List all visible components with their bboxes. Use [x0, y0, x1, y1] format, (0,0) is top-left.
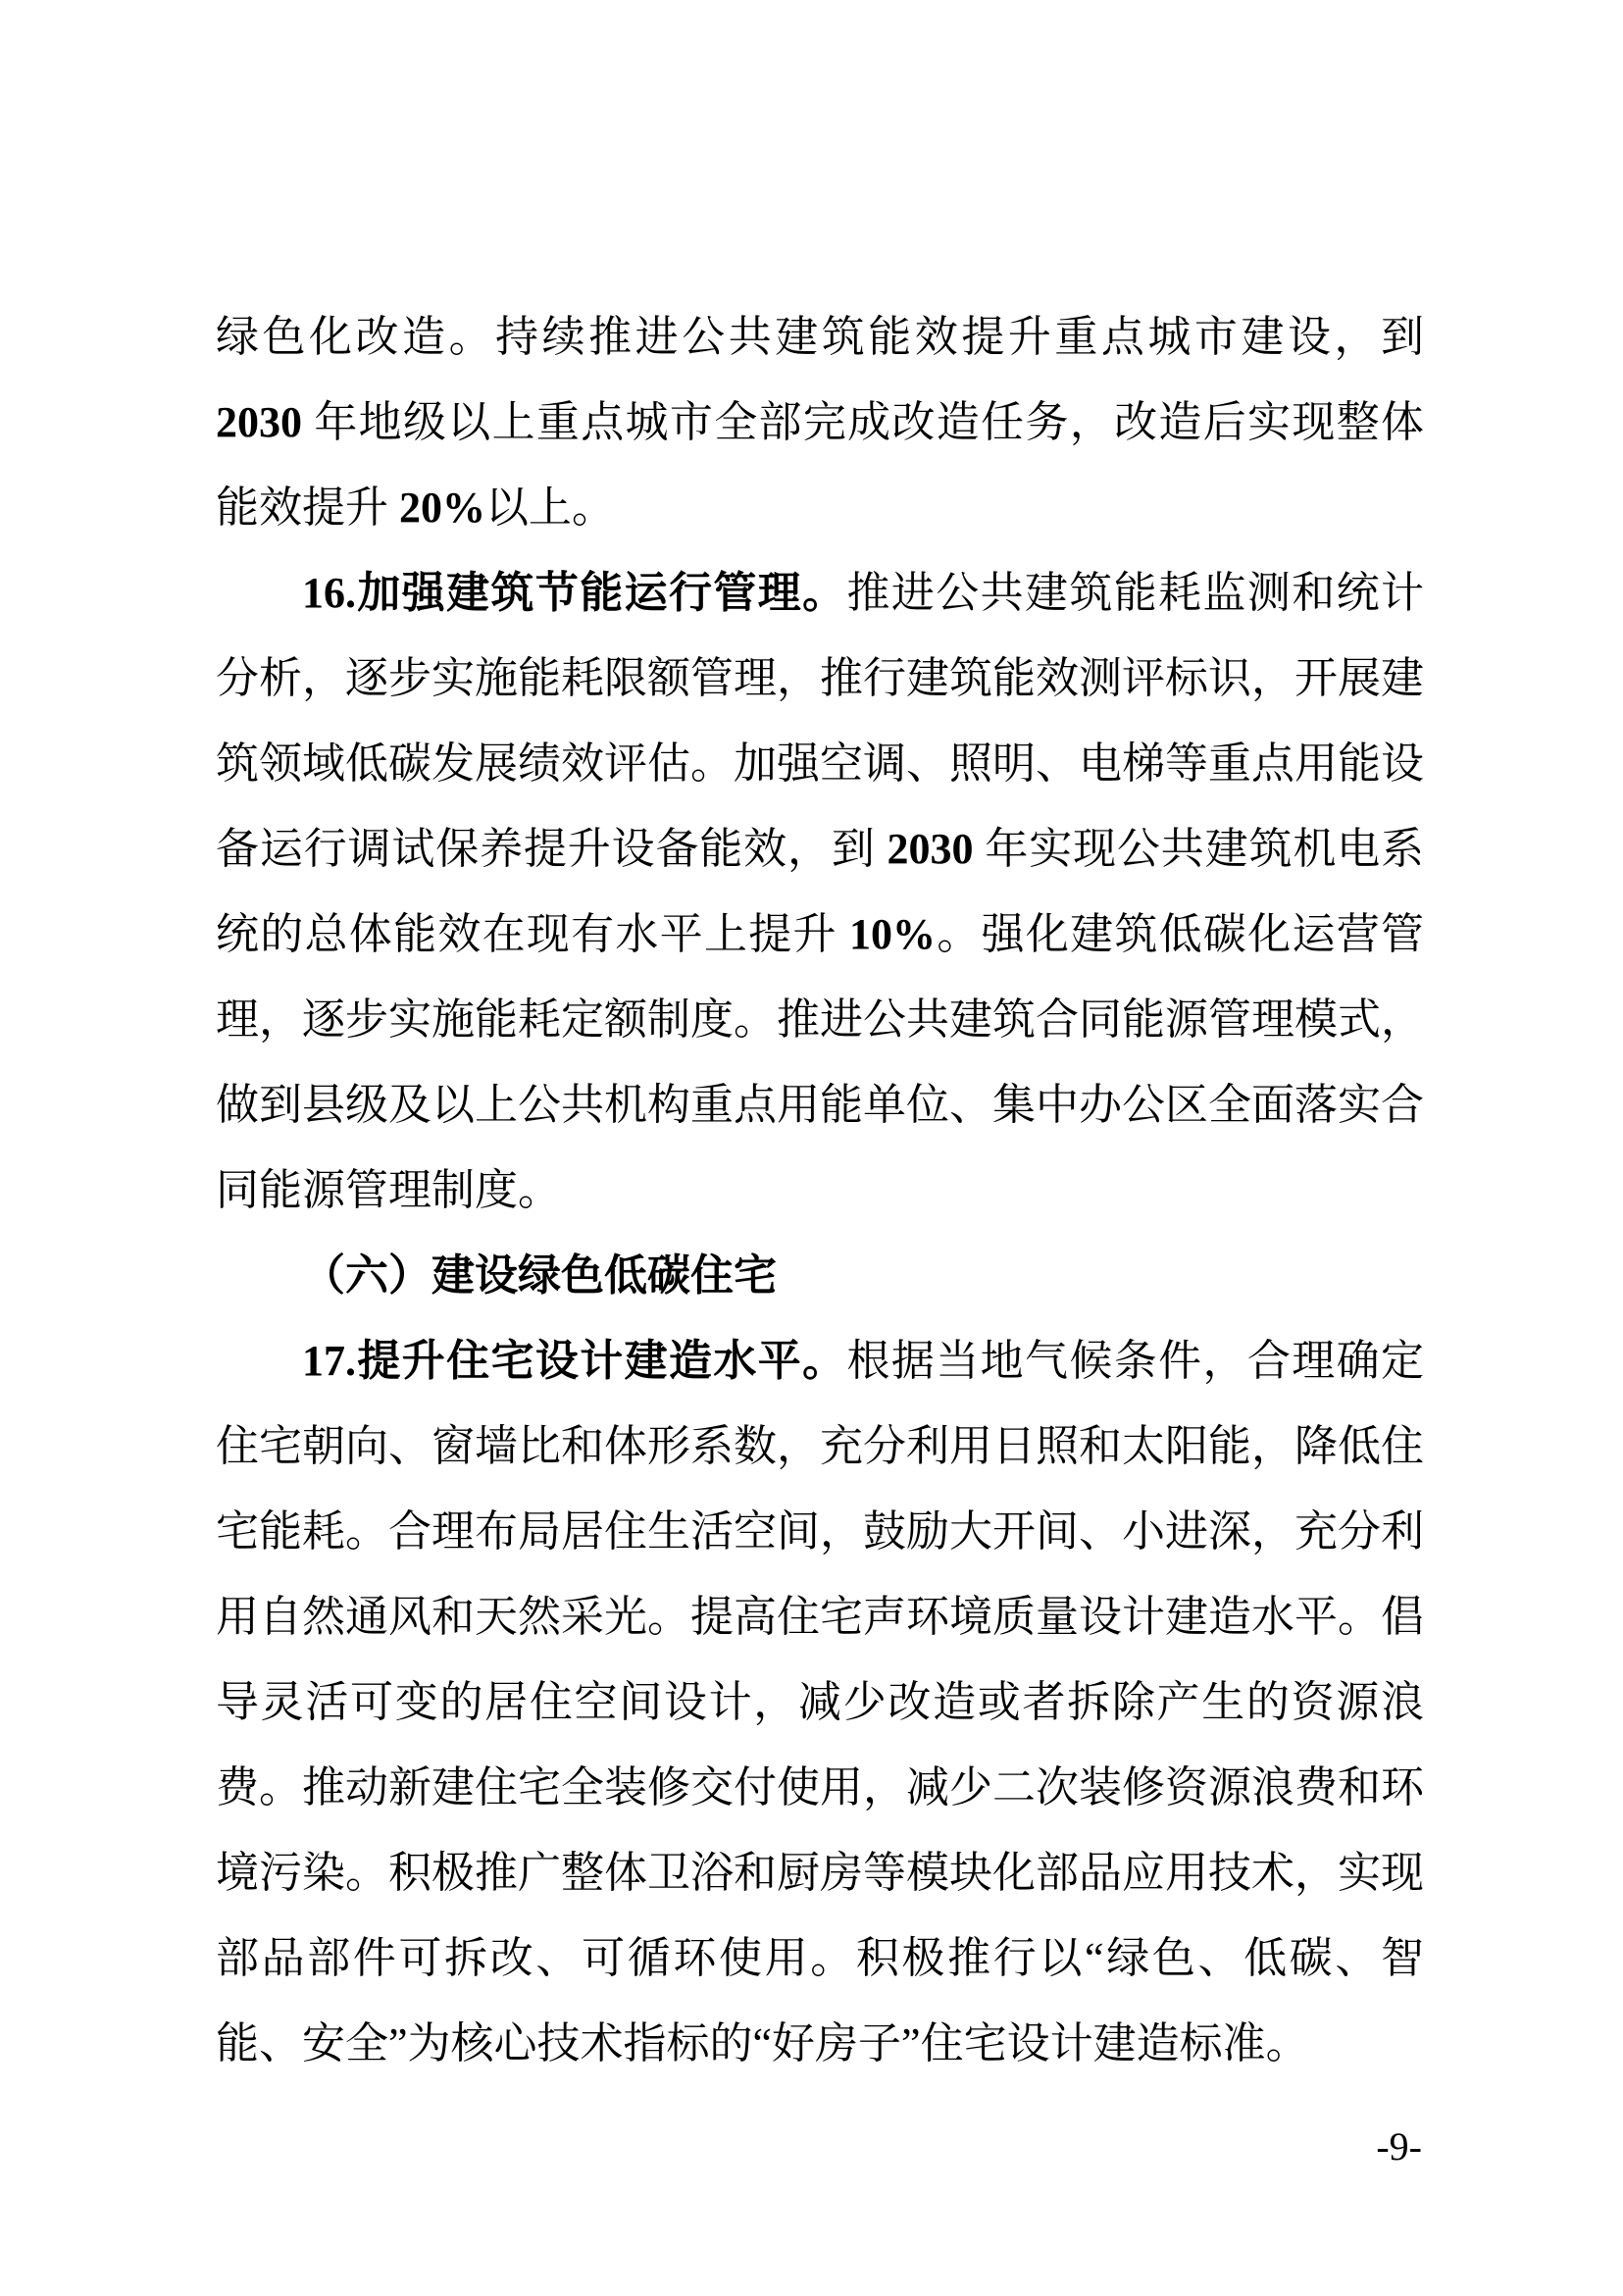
- paragraph-item-16: [216, 550, 1424, 1233]
- bold-text-run: 2030: [887, 825, 974, 873]
- bold-text-run: 2030: [216, 398, 302, 446]
- page-number: -9-: [1376, 2124, 1422, 2168]
- paragraph-item-17: [216, 1318, 1424, 2086]
- bold-text-run: 10%: [849, 910, 937, 958]
- paragraph-continuation: [216, 294, 1424, 550]
- text-run: 年实现公共建筑机电系统的总体能效在现有水平上提升: [216, 825, 1425, 958]
- text-run: 根据当地气候条件，合理确定住宅朝向、窗墙比和体形系数，充分利用日照和太阳能，降低住宅能耗。合理布局居住生活空间，鼓励大开间、小进深，充分利用自然通风和天然采光。提高住宅声环境质量设计建造水平。倡导灵活可变的居住空间设计，减少改造或者拆除产生的资源浪费。推动新建住宅全装修交付使用，减少二次装修资源浪费和环境污染。积极推广整体卫浴和厨房等模块化部品应用技术，实现部品部件可拆改、可循环使用。积极推行以“绿色、低碳、智能、安全”为核心技术指标的“好房子”住宅设计建造标准。: [216, 1337, 1424, 2067]
- text-run: 。强化建筑低碳化运营管理，逐步实施能耗定额制度。推进公共建筑合同能源管理模式，做到县级及以上公共机构重点用能单位、集中办公区全面落实合同能源管理制度。: [216, 910, 1425, 1214]
- text-run: 以上。: [485, 484, 615, 532]
- bold-text-run: 17.提升住宅设计建造水平。: [302, 1337, 847, 1385]
- section-heading-6: [216, 1233, 1424, 1318]
- text-run: 绿色化改造。持续推进公共建筑能效提升重点城市建设，到: [216, 313, 1424, 361]
- bold-text-run: 20%: [399, 484, 485, 532]
- bold-text-run: （六）建设绿色低碳住宅: [302, 1251, 777, 1300]
- bold-text-run: 16.加强建筑节能运行管理。: [302, 569, 847, 617]
- text-run: 推进公共建筑能耗监测和统计分析，逐步实施能耗限额管理，推行建筑能效测评标识，开展建筑领域低碳发展绩效评估。加强空调、照明、电梯等重点用能设备运行调试保养提升设备能效，到: [216, 569, 1424, 873]
- text-run: 年地级以上重点城市全部完成改造任务，改造后实现整体能效提升: [216, 398, 1424, 532]
- document-body: [216, 294, 1424, 2086]
